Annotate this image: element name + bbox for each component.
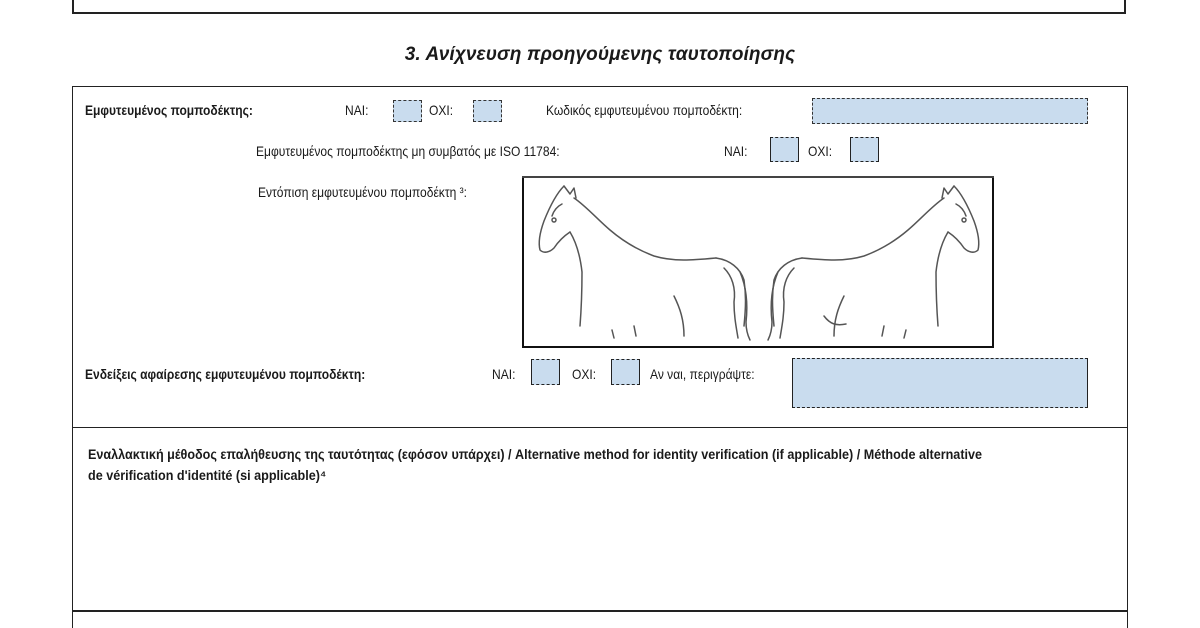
implanted-yes-checkbox[interactable] (393, 100, 422, 122)
horse-diagram[interactable] (522, 176, 994, 348)
previous-section-box (72, 0, 1126, 14)
transponder-location-label: Εντόπιση εμφυτευμένου πομποδέκτη ³: (258, 184, 467, 200)
removal-describe-label: Αν ναι, περιγράψτε: (650, 366, 755, 382)
removal-description-field[interactable] (792, 358, 1088, 408)
removal-signs-label: Ενδείξεις αφαίρεσης εμφυτευμένου πομποδέκτη: (85, 366, 366, 382)
implanted-transponder-label: Εμφυτευμένος πομποδέκτης: (85, 102, 253, 118)
removal-yes-label: ΝΑΙ: (492, 366, 516, 382)
removal-yes-checkbox[interactable] (531, 359, 560, 385)
alternative-method-label: Εναλλακτική μέθοδος επαλήθευσης της ταυτότητας (εφόσον υπάρχει) / Alternative method for identity verification (if applicable) / Méthode alternative de vérification d'identité (si applicable)⁴ (88, 446, 983, 483)
transponder-code-label: Κωδικός εμφυτευμένου πομποδέκτη: (546, 102, 743, 118)
horse-silhouettes-icon (524, 176, 994, 346)
removal-no-checkbox[interactable] (611, 359, 640, 385)
transponder-code-field[interactable] (812, 98, 1088, 124)
non-iso-yes-checkbox[interactable] (770, 137, 799, 162)
implanted-no-label: ΟΧΙ: (429, 102, 454, 118)
non-iso-transponder-label: Εμφυτευμένος πομποδέκτης μη συμβατός με ISO 11784: (256, 143, 560, 159)
implanted-no-checkbox[interactable] (473, 100, 502, 122)
implanted-yes-label: ΝΑΙ: (345, 102, 369, 118)
non-iso-no-checkbox[interactable] (850, 137, 879, 162)
next-panel-border (72, 610, 1128, 612)
non-iso-yes-label: ΝΑΙ: (724, 143, 748, 159)
removal-no-label: ΟΧΙ: (572, 366, 597, 382)
section-title: 3. Ανίχνευση προηγούμενης ταυτοποίησης (404, 44, 796, 65)
non-iso-no-label: ΟΧΙ: (808, 143, 833, 159)
